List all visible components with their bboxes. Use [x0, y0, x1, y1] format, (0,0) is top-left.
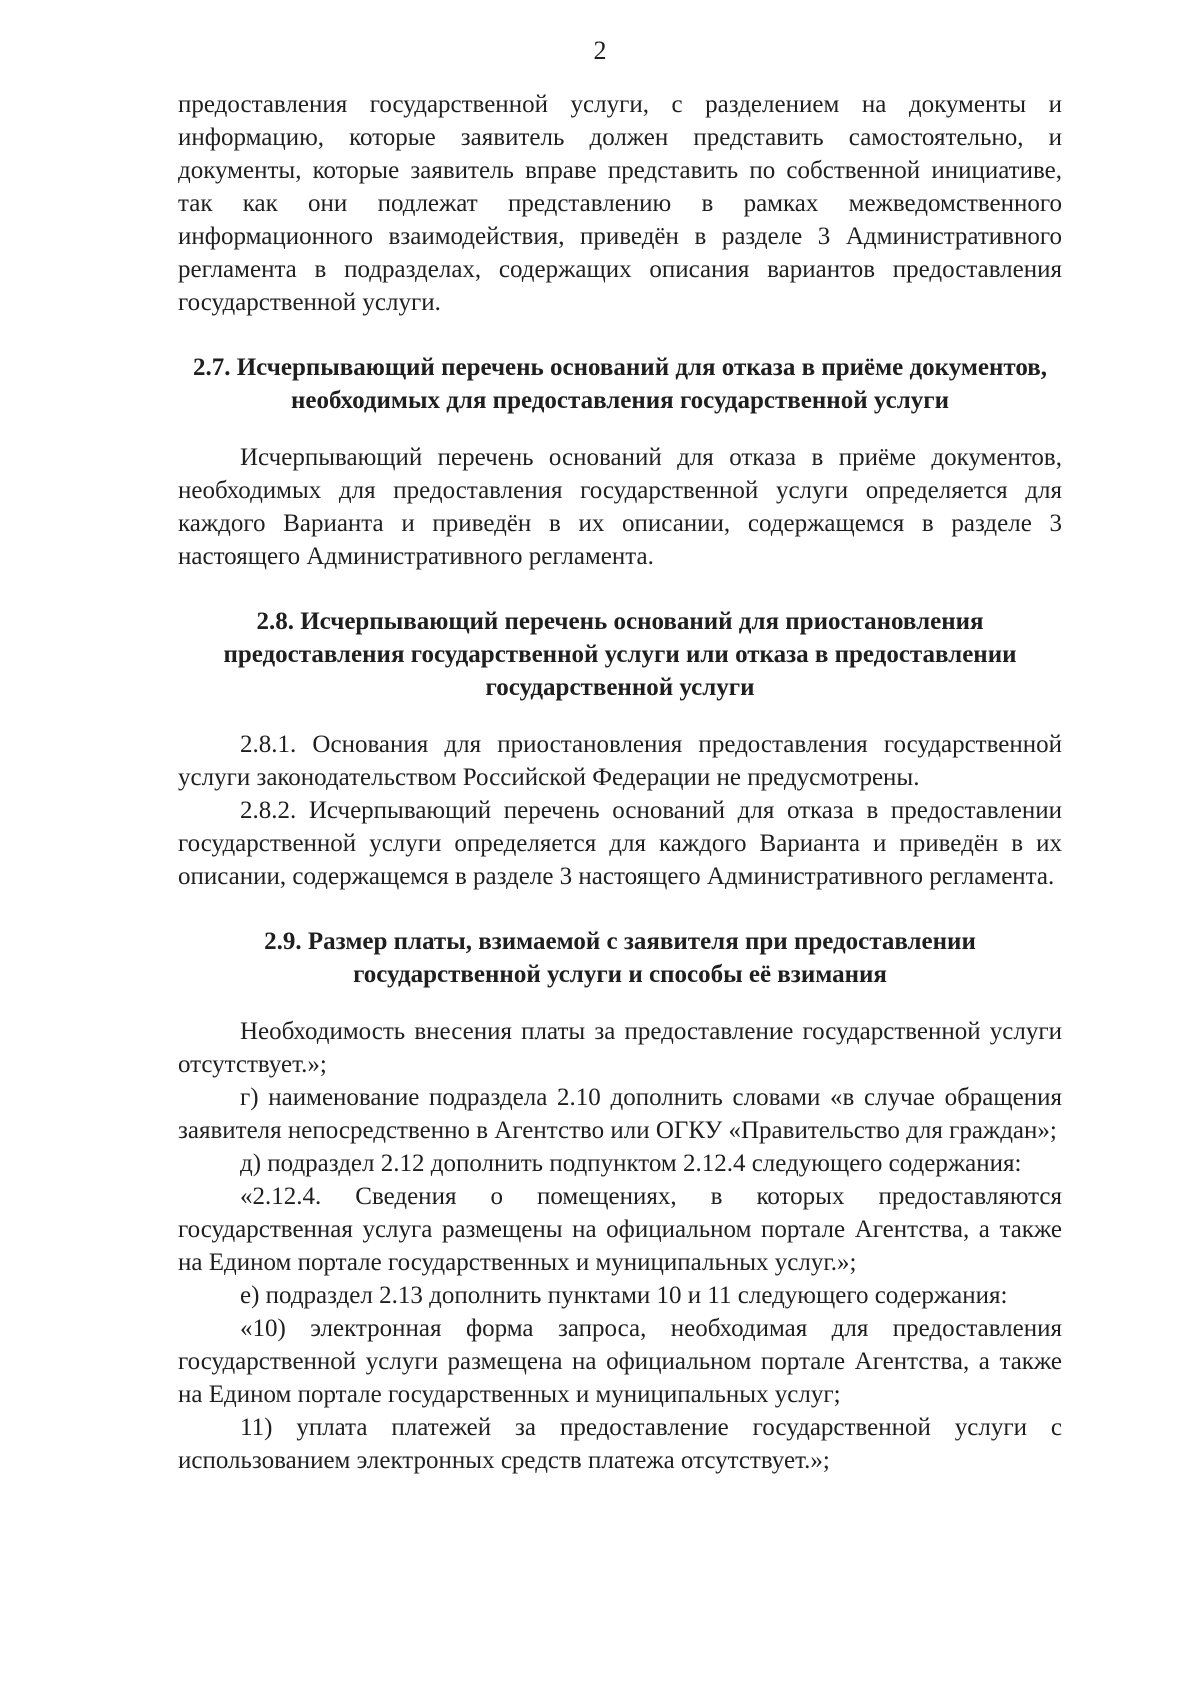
amendment-item-g: г) наименование подраздела 2.10 дополнить словами «в случае обращения заявителя непосредственно в Агентство или ОГКУ «Правительство для граждан»;	[178, 1084, 1062, 1144]
section-2-7-paragraph: Исчерпывающий перечень оснований для отказа в приёме документов, необходимых для предоставления государственной услуги определяется для каждого Варианта и приведён в их описании, содержащемся в разделе 3 настоящего Административного регламента.	[178, 444, 1062, 570]
amendment-item-e-point-11: 11) уплата платежей за предоставление государственной услуги с использованием электронных средств платежа отсутствует.»;	[178, 1414, 1062, 1474]
section-2-8-1-paragraph: 2.8.1. Основания для приостановления предоставления государственной услуги законодательством Российской Федерации не предусмотрены.	[178, 731, 1062, 791]
document-body	[178, 88, 1062, 1477]
section-2-8-heading: 2.8. Исчерпывающий перечень оснований для приостановления предоставления государственной услуги или отказа в предоставлении государственной услуги	[223, 608, 1017, 701]
amendment-item-d: д) подраздел 2.12 дополнить подпунктом 2.12.4 следующего содержания:	[240, 1150, 1022, 1177]
section-2-7-heading: 2.7. Исчерпывающий перечень оснований для отказа в приёме документов, необходимых для предоставления государственной услуги	[192, 354, 1047, 414]
intro-paragraph: предоставления государственной услуги, с разделением на документы и информацию, которые заявитель должен представить самостоятельно, и документы, которые заявитель вправе представить по собственной инициативе, так как они подлежат представлению в рамках межведомственного информационного взаимодействия, приведён в разделе 3 Административного регламента в подразделах, содержащих описания вариантов предоставления государственной услуги.	[178, 91, 1062, 316]
page-number: 2	[593, 36, 607, 65]
section-2-9-paragraph: Необходимость внесения платы за предоставление государственной услуги отсутствует.»;	[178, 1018, 1062, 1078]
amendment-item-d-text: «2.12.4. Сведения о помещениях, в которых предоставляются государственная услуга размещены на официальном портале Агентства, а также на Едином портале государственных и муниципальных услуг.»;	[178, 1183, 1062, 1276]
amendment-item-e: е) подраздел 2.13 дополнить пунктами 10 и 11 следующего содержания:	[240, 1282, 1008, 1309]
section-2-8-2-paragraph: 2.8.2. Исчерпывающий перечень оснований для отказа в предоставлении государственной услуги определяется для каждого Варианта и приведён в их описании, содержащемся в разделе 3 настоящего Административного регламента.	[178, 797, 1062, 890]
amendment-item-e-point-10: «10) электронная форма запроса, необходимая для предоставления государственной услуги размещена на официальном портале Агентства, а также на Едином портале государственных и муниципальных услуг;	[178, 1315, 1062, 1408]
section-2-9-heading: 2.9. Размер платы, взимаемой с заявителя при предоставлении государственной услуги и способы её взимания	[264, 928, 976, 988]
